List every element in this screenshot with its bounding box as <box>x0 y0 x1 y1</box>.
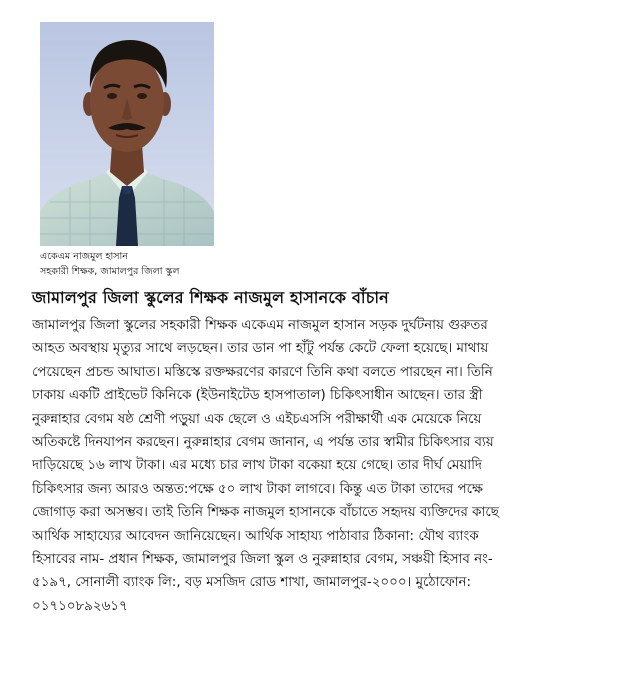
article-line: দাড়িয়েছে ১৬ লাখ টাকা। এর মধ্যে চার লাখ টাকা বকেয়া হয়ে গেছে। তার দীর্ঘ মেয়াদি <box>32 458 482 474</box>
article-line: পেয়েছেন প্রচন্ড আঘাত। মস্তিস্কে রক্তক্ষরণের কারণে তিনি কথা বলতে পারছেন না। তিনি <box>32 364 493 380</box>
article-headline: জামালপুর জিলা স্কুলের শিক্ষক নাজমুল হাসানকে বাঁচান <box>32 288 389 307</box>
photo-caption-name: একেএম নাজমুল হাসান <box>40 251 128 262</box>
portrait-photo <box>40 22 214 246</box>
article-line: জামালপুর জিলা স্কুলের সহকারী শিক্ষক একেএম নাজমুল হাসান সড়ক দুর্ঘটনায় গুরুতর <box>32 318 488 333</box>
article-line: অতিকষ্টে দিনযাপন করছেন। নুরুন্নাহার বেগম জানান, এ পর্যন্ত তার স্বামীর চিকিৎসার ব্যয় <box>32 434 494 450</box>
article-line: ০১৭১০৮৯২৬১৭ <box>32 598 128 614</box>
article-line: আর্থিক সাহায্যের আবেদন জানিয়েছেন। আর্থিক সাহায্য পাঠাবার ঠিকানা: যৌথ ব্যাংক <box>32 528 479 544</box>
article-line: জোগাড় করা অসম্ভব। তাই তিনি শিক্ষক নাজমুল হাসানকে বাঁচাতে সহৃদয় ব্যক্তিদের কাছে <box>32 505 499 521</box>
article-line: আহত অবস্থায় মৃত্যুর সাথে লড়ছেন। তার ডান পা হাঁটু পর্যন্ত কেটে ফেলা হয়েছে। মাথায় <box>32 341 489 357</box>
portrait-image <box>40 22 214 246</box>
article-line: হিসাবের নাম- প্রধান শিক্ষক, জামালপুর জিলা স্কুল ও নুরুন্নাহার বেগম, সঞ্চয়ী হিসাব নং- <box>32 551 493 567</box>
article-line: ঢাকায় একটি প্রাইভেট কিনিকে (ইউনাইটেড হাসপাতাল) চিকিৎসাধীন আছেন। তার স্ত্রী <box>32 388 483 404</box>
article-line: চিকিৎসার জন্য আরও অন্তত:পক্ষে ৫০ লাখ টাকা লাগবে। কিন্তু এত টাকা তাদের পক্ষে <box>32 481 483 497</box>
article-body <box>32 314 602 618</box>
photo-caption-role: সহকারী শিক্ষক, জামালপুর জিলা স্কুল <box>40 266 180 277</box>
article-line: ৫১৯৭, সোনালী ব্যাংক লি:, বড় মসজিদ রোড শাখা, জামালপুর-২০০০। মুঠোফোন: <box>32 575 472 591</box>
article-line: নুরুন্নাহার বেগম ষষ্ঠ শ্রেণী পড়ুয়া এক ছেলে ও এইচএসসি পরীক্ষার্থী এক মেয়েকে নিয়ে <box>32 411 482 427</box>
